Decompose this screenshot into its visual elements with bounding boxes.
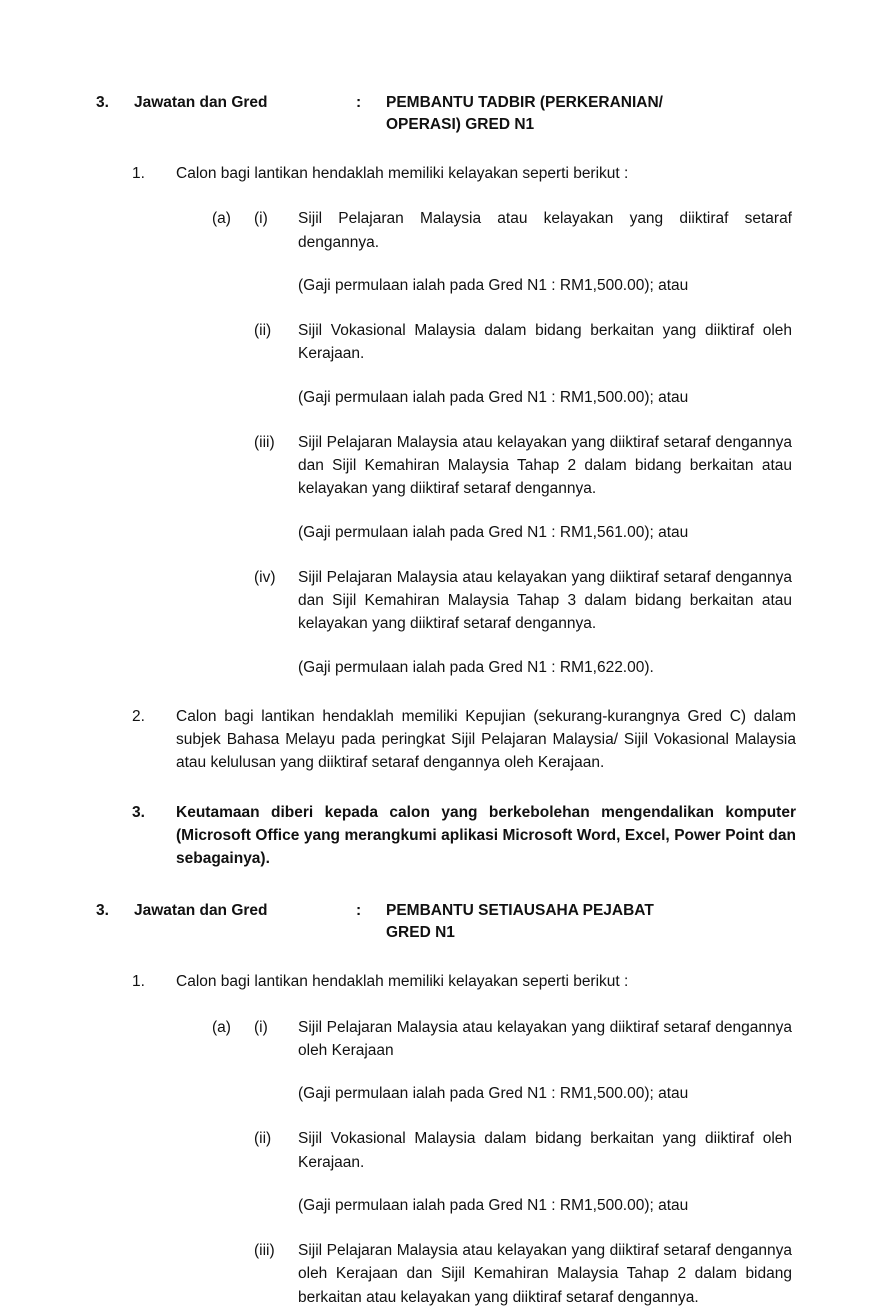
salary-note: (Gaji permulaan ialah pada Gred N1 : RM1,500.00); atau <box>298 388 689 406</box>
sub-list-text: Sijil Pelajaran Malaysia atau kelayakan yang diiktiraf setaraf dengannya oleh Kerajaan dan Sijil Kemahiran Malaysia Tahap 2 dalam bidang berkaitan atau kelayakan yang diiktiraf setaraf dengannya. <box>298 1242 792 1306</box>
salary-note: (Gaji permulaan ialah pada Gred N1 : RM1,500.00); atau <box>298 1196 689 1214</box>
section-title-line2: OPERASI) GRED N1 <box>386 116 535 133</box>
sub-roman-marker: (iv) <box>254 568 276 586</box>
list-item <box>96 970 796 993</box>
sub-roman-marker: (i) <box>254 210 268 228</box>
sub-list-item <box>212 1016 796 1063</box>
list-item <box>96 705 796 775</box>
list-marker: 1. <box>132 165 145 182</box>
section-heading <box>96 900 796 944</box>
section-title <box>386 92 796 136</box>
sub-roman-marker: (iii) <box>254 433 275 451</box>
section-title <box>386 900 796 944</box>
sub-list-item <box>212 319 796 366</box>
sub-roman-marker: (ii) <box>254 322 272 339</box>
sub-list-item <box>212 1239 796 1309</box>
section-title-line1: PEMBANTU SETIAUSAHA PEJABAT <box>386 902 654 920</box>
section-label: Jawatan dan Gred <box>134 902 268 920</box>
sub-list-item <box>212 207 796 254</box>
sub-list-item <box>212 566 796 636</box>
salary-note: (Gaji permulaan ialah pada Gred N1 : RM1,500.00); atau <box>298 276 689 294</box>
sub-list-text: Sijil Pelajaran Malaysia atau kelayakan yang diiktiraf setaraf dengannya oleh Kerajaan <box>298 1018 792 1059</box>
section-number: 3. <box>96 94 109 111</box>
sub-list-text: Sijil Pelajaran Malaysia atau kelayakan yang diiktiraf setaraf dengannya. <box>298 210 792 251</box>
list-text: Keutamaan diberi kepada calon yang berkebolehan mengendalikan komputer (Microsoft Office yang merangkumi aplikasi Microsoft Word, Excel, Power Point dan sebagainya). <box>176 803 796 867</box>
sub-list-text: Sijil Pelajaran Malaysia atau kelayakan yang diiktiraf setaraf dengannya dan Sijil Kemahiran Malaysia Tahap 3 dalam bidang berkaitan atau kelayakan yang diiktiraf setaraf dengannya. <box>298 568 792 633</box>
list-item <box>96 801 796 871</box>
sub-roman-marker: (iii) <box>254 1242 275 1259</box>
section-number: 3. <box>96 902 109 920</box>
section-heading <box>96 92 796 136</box>
sub-roman-marker: (i) <box>254 1018 268 1036</box>
sub-alpha-marker: (a) <box>212 210 231 228</box>
sub-list-item <box>212 431 796 501</box>
section-spacer <box>96 870 796 900</box>
section-label: Jawatan dan Gred <box>134 94 268 111</box>
section-colon: : <box>356 902 362 920</box>
salary-note: (Gaji permulaan ialah pada Gred N1 : RM1,561.00); atau <box>298 523 689 541</box>
section-title-line2: GRED N1 <box>386 924 455 942</box>
sub-alpha-marker: (a) <box>212 1018 231 1036</box>
list-text: Calon bagi lantikan hendaklah memiliki kelayakan seperti berikut : <box>176 973 629 991</box>
list-item <box>96 162 796 185</box>
list-marker: 1. <box>132 973 145 991</box>
sub-list-text: Sijil Vokasional Malaysia dalam bidang berkaitan yang diiktiraf oleh Kerajaan. <box>298 322 792 363</box>
sub-list-text: Sijil Pelajaran Malaysia atau kelayakan yang diiktiraf setaraf dengannya dan Sijil Kemahiran Malaysia Tahap 2 dalam bidang berkaitan atau kelayakan yang diiktiraf setaraf dengannya. <box>298 433 792 498</box>
section-colon: : <box>356 94 362 111</box>
list-marker: 3. <box>132 803 145 821</box>
sub-list-text: Sijil Vokasional Malaysia dalam bidang berkaitan yang diiktiraf oleh Kerajaan. <box>298 1130 792 1171</box>
salary-note: (Gaji permulaan ialah pada Gred N1 : RM1,500.00); atau <box>298 1085 689 1102</box>
list-text: Calon bagi lantikan hendaklah memiliki Kepujian (sekurang-kurangnya Gred C) dalam subjek Bahasa Melayu pada peringkat Sijil Pelajaran Malaysia/ Sijil Vokasional Malaysia atau kelulusan yang diiktiraf setaraf dengannya oleh Kerajaan. <box>176 707 796 772</box>
section-title-line1: PEMBANTU TADBIR (PERKERANIAN/ <box>386 94 663 111</box>
sub-roman-marker: (ii) <box>254 1130 272 1148</box>
list-text: Calon bagi lantikan hendaklah memiliki kelayakan seperti berikut : <box>176 165 629 182</box>
list-marker: 2. <box>132 707 145 725</box>
sub-list-item <box>212 1127 796 1174</box>
salary-note: (Gaji permulaan ialah pada Gred N1 : RM1,622.00). <box>298 658 654 676</box>
